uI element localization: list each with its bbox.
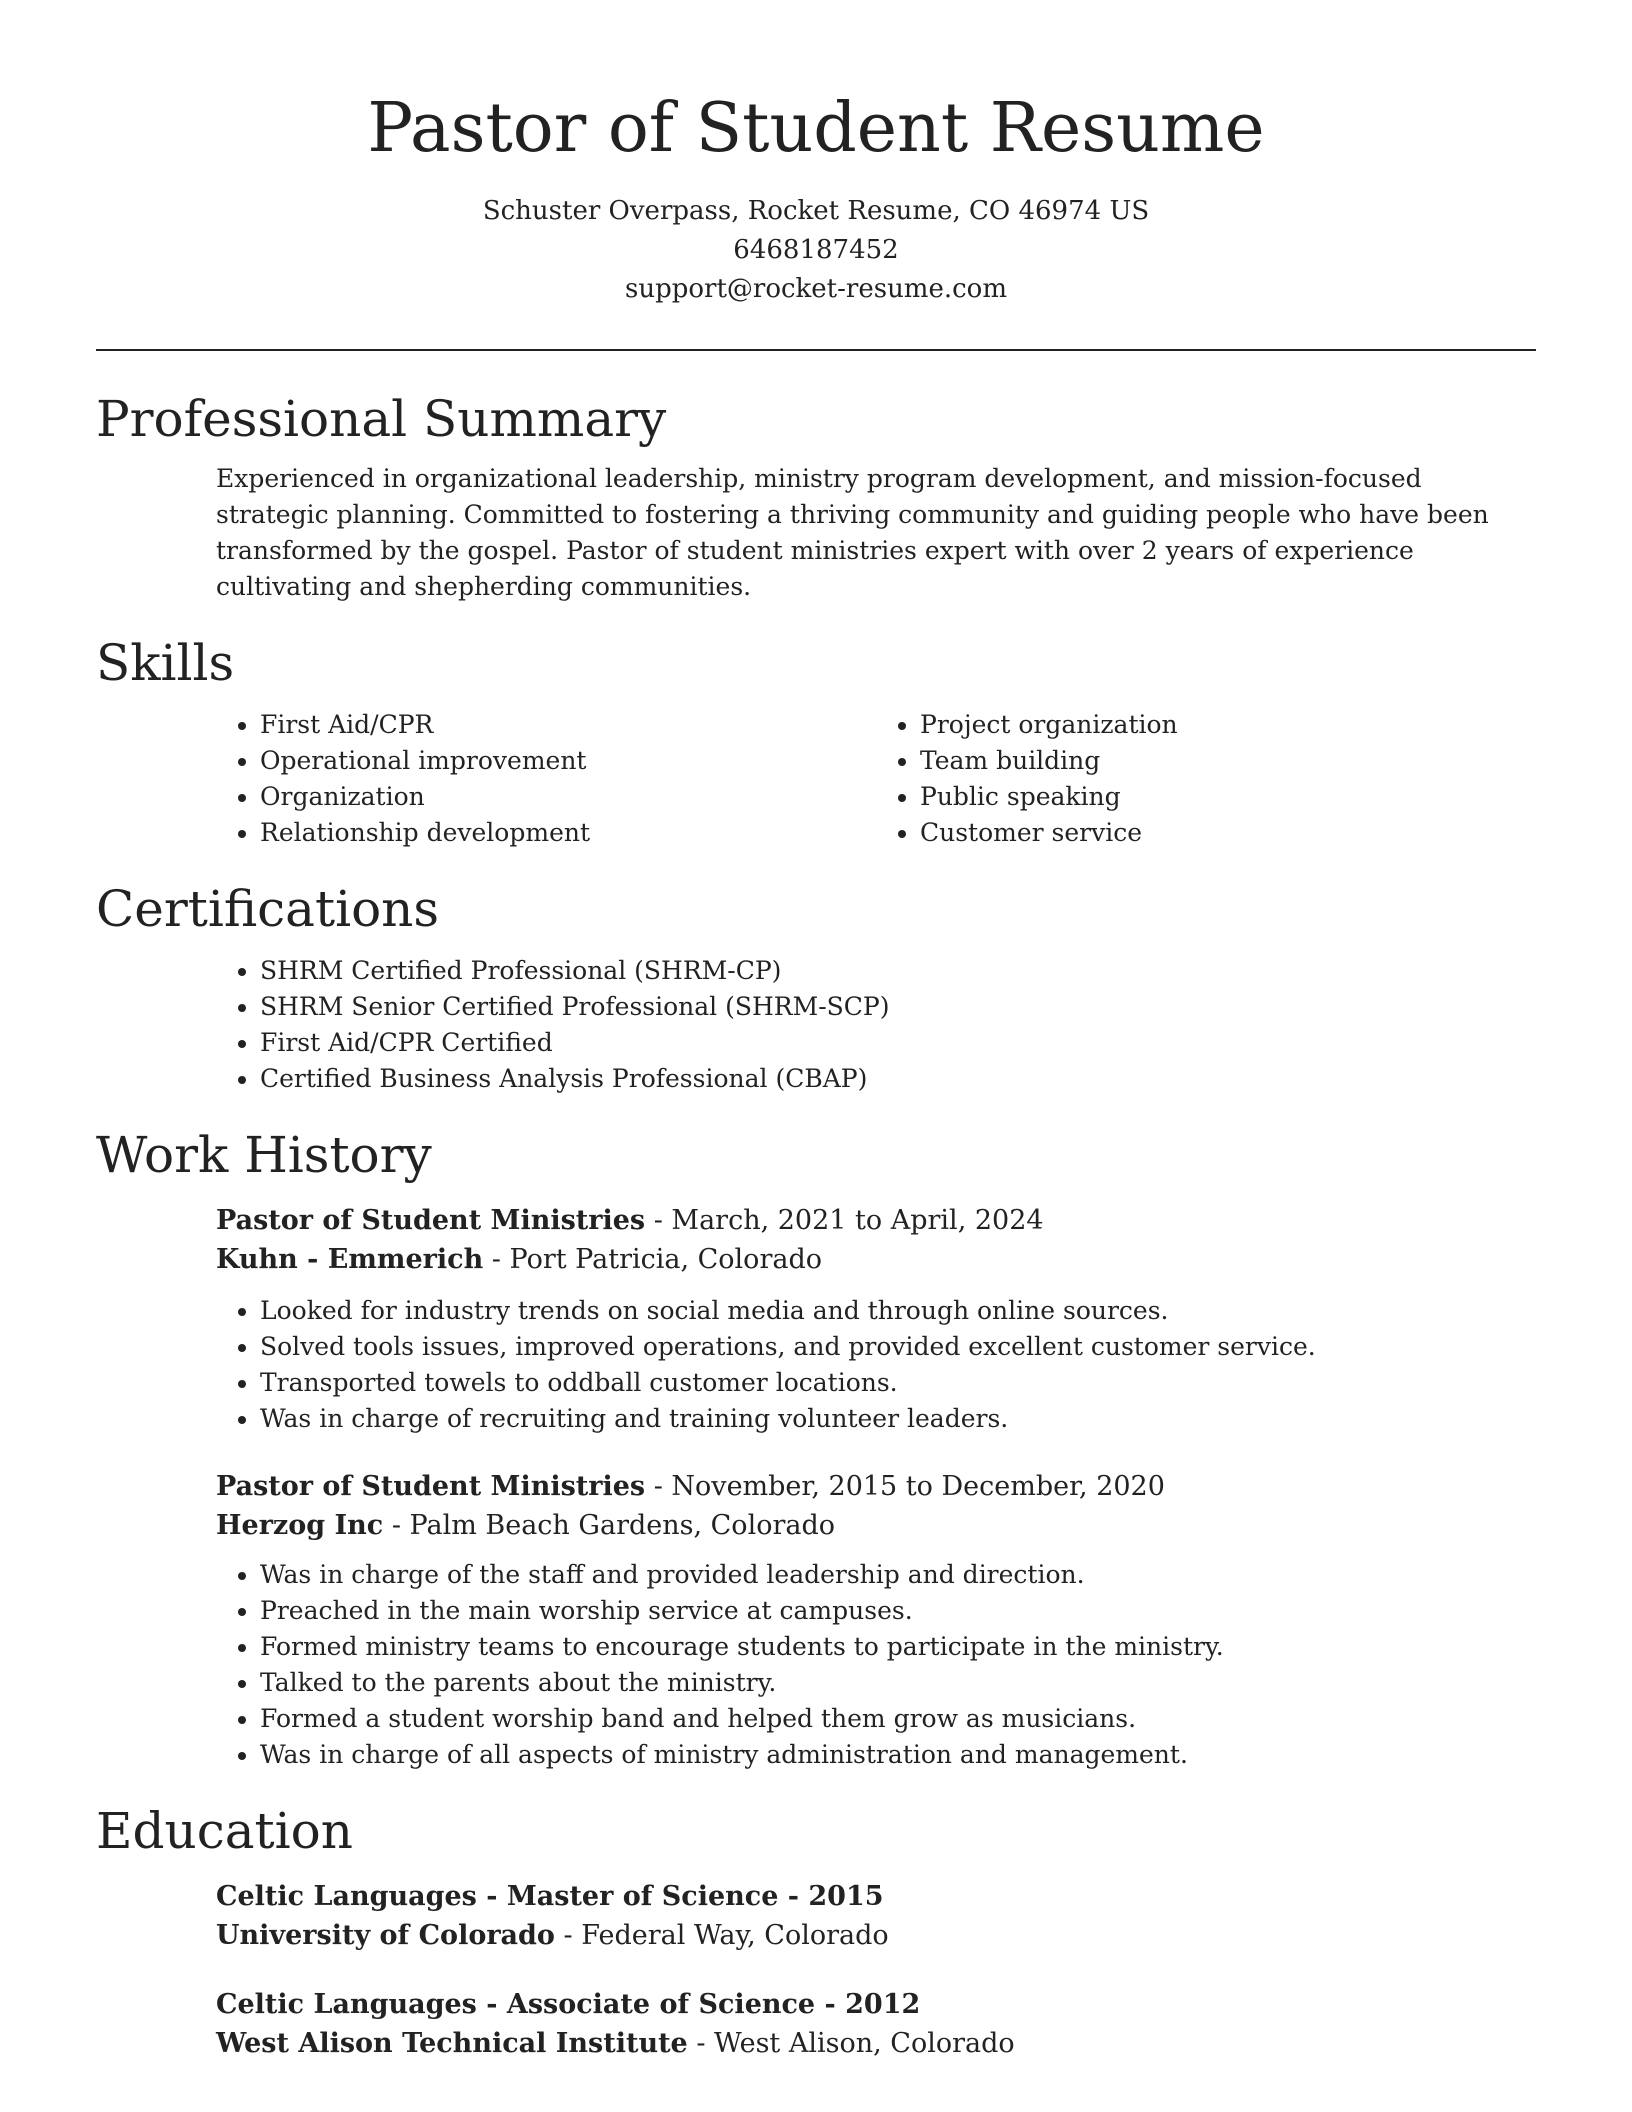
list-item: • Public speaking: [920, 779, 1536, 815]
job-title-line: [216, 1201, 1536, 1240]
contact-email: support@rocket-resume.com: [624, 274, 1007, 304]
skills-grid: [96, 707, 1536, 851]
list-item: • Was in charge of all aspects of ministry administration and management.: [260, 1737, 1536, 1773]
job-bullets: [216, 1557, 1536, 1773]
resume-title: Pastor of Student Resume: [367, 89, 1265, 168]
job-role: Pastor of Student Ministries: [216, 1471, 646, 1502]
list-item: • Customer service: [920, 815, 1536, 851]
job-entry: [96, 1467, 1536, 1773]
list-item: • Solved tools issues, improved operations, and provided excellent customer service.: [260, 1329, 1536, 1365]
skills-list-left: [216, 707, 876, 851]
education-entry: [96, 1877, 1536, 1955]
education-school-line: [216, 2024, 1536, 2063]
list-item: • Certified Business Analysis Professional (CBAP): [260, 1061, 1536, 1097]
list-item: • Was in charge of recruiting and training volunteer leaders.: [260, 1401, 1536, 1437]
work-section: [96, 1123, 1536, 1773]
education-degree: [216, 1985, 1536, 2024]
skills-list-right: [876, 707, 1536, 851]
resume-header: [96, 0, 1536, 309]
certifications-heading: Certifications: [96, 880, 440, 938]
summary-section: [96, 387, 1536, 605]
list-item: • Operational improvement: [260, 743, 876, 779]
degree-text: Celtic Languages - Associate of Science - 2012: [216, 1989, 921, 2020]
school-name: West Alison Technical Institute: [216, 2028, 688, 2059]
certifications-list: [216, 953, 1536, 1097]
summary-heading: Professional Summary: [96, 390, 667, 448]
job-company: Kuhn - Emmerich: [216, 1244, 484, 1275]
list-item: • Formed ministry teams to encourage students to participate in the ministry.: [260, 1629, 1536, 1665]
summary-text: Experienced in organizational leadership, ministry program development, and mission-focused strategic planning. Committed to fostering a thriving community and guiding people who have been transformed by the gospel. Pastor of student ministries expert with over 2 years of experience cultivating and shepherding communities.: [216, 464, 1489, 601]
list-item: • Organization: [260, 779, 876, 815]
job-title-line: [216, 1467, 1536, 1506]
list-item: • Was in charge of the staff and provided leadership and direction.: [260, 1557, 1536, 1593]
school-location: - West Alison, Colorado: [687, 2028, 1015, 2059]
list-item: • First Aid/CPR Certified: [260, 1025, 1536, 1061]
skills-heading: Skills: [96, 634, 235, 692]
degree-text: Celtic Languages - Master of Science - 2015: [216, 1881, 884, 1912]
list-item: • Looked for industry trends on social media and through online sources.: [260, 1293, 1536, 1329]
list-item: • First Aid/CPR: [260, 707, 876, 743]
job-entry: [96, 1201, 1536, 1437]
education-section: [96, 1799, 1536, 2063]
certifications-section: [96, 877, 1536, 1097]
skills-section: [96, 631, 1536, 851]
education-degree: [216, 1877, 1536, 1916]
school-location: - Federal Way, Colorado: [554, 1920, 889, 1951]
contact-address: Schuster Overpass, Rocket Resume, CO 46974 US: [482, 196, 1150, 226]
work-heading: Work History: [96, 1126, 432, 1184]
job-role: Pastor of Student Ministries: [216, 1205, 646, 1236]
list-item: • Relationship development: [260, 815, 876, 851]
list-item: • Team building: [920, 743, 1536, 779]
job-company: Herzog Inc: [216, 1510, 384, 1541]
job-dates: - March, 2021 to April, 2024: [645, 1205, 1044, 1236]
job-dates: - November, 2015 to December, 2020: [645, 1471, 1165, 1502]
contact-block: [96, 192, 1536, 309]
list-item: • Project organization: [920, 707, 1536, 743]
education-heading: Education: [96, 1802, 353, 1860]
job-location: - Port Patricia, Colorado: [483, 1244, 822, 1275]
job-bullets: [216, 1293, 1536, 1437]
list-item: • Formed a student worship band and helped them grow as musicians.: [260, 1701, 1536, 1737]
school-name: University of Colorado: [216, 1920, 555, 1951]
header-divider: [96, 349, 1536, 351]
list-item: • Talked to the parents about the ministry.: [260, 1665, 1536, 1701]
contact-phone: 6468187452: [733, 235, 899, 265]
job-company-line: [216, 1506, 1536, 1545]
list-item: • SHRM Senior Certified Professional (SHRM-SCP): [260, 989, 1536, 1025]
list-item: • Preached in the main worship service at campuses.: [260, 1593, 1536, 1629]
education-school-line: [216, 1916, 1536, 1955]
job-location: - Palm Beach Gardens, Colorado: [383, 1510, 835, 1541]
list-item: • SHRM Certified Professional (SHRM-CP): [260, 953, 1536, 989]
education-entry: [96, 1985, 1536, 2063]
job-company-line: [216, 1240, 1536, 1279]
list-item: • Transported towels to oddball customer locations.: [260, 1365, 1536, 1401]
